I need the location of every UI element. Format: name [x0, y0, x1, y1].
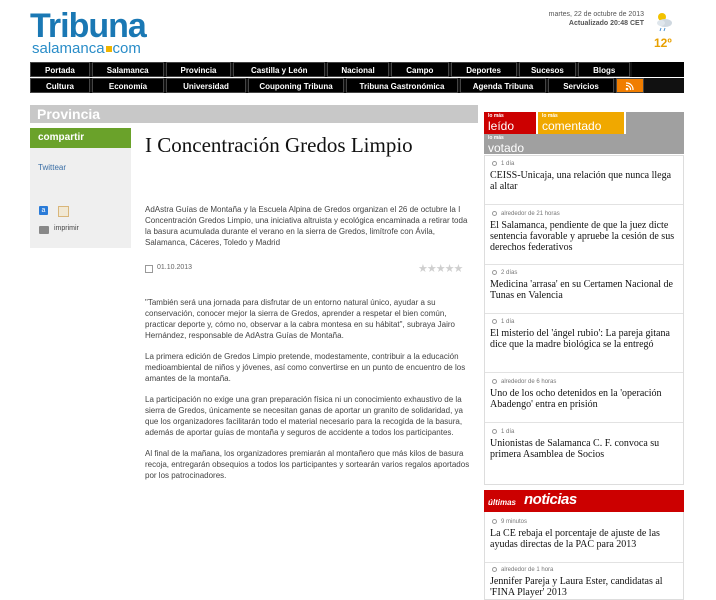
tab-most-commented[interactable]: [538, 112, 624, 134]
share-heading: [30, 128, 131, 148]
date-block: [549, 10, 644, 28]
item-headline[interactable]: El Salamanca, pendiente de que la juez dicte sentencia favorable y apruebe la cesión de sus derechos federativos: [490, 220, 675, 253]
article-title: I Concentración Gredos Limpio: [145, 133, 413, 157]
site-logo[interactable]: [30, 8, 170, 60]
item-time: alrededor de 1 hora: [490, 566, 680, 574]
nav-agenda[interactable]: Agenda Tribuna: [460, 78, 546, 93]
tab-most-commented-label: comentado: [542, 119, 602, 133]
divider: [485, 562, 683, 563]
logo-sub-right: com: [112, 40, 141, 57]
twitter-share-link[interactable]: Twittear: [38, 163, 67, 172]
section-title: Provincia: [37, 106, 101, 122]
article-paragraph: "También será una jornada para disfrutar de un entorno natural único, ayudar a su conservación, conocer mejor la sierra de Gredos, aprender a respetar el bien común, practicar deporte y, cómo no, observar a la cabra montesa en su hábitat", subraya Jairo Hernández, responsable de AdAstra Guías de Montaña.: [145, 298, 455, 340]
list-item[interactable]: [490, 518, 680, 550]
article-paragraph: La primera edición de Gredos Limpio pretende, modestamente, contribuir a la educación medioambiental de niños y jóvenes, así como convertirse en un punto de encuentro de los amantes de la montaña.: [145, 352, 466, 383]
article-paragraph: Al final de la mañana, los organizadores premiarán al montañero que más kilos de basura recoja, entregarán obsequios a todos los participantes y sortearán varios regalos aportados por los patrocinadores.: [145, 449, 470, 480]
tab-most-read-small: lo más: [488, 113, 504, 119]
list-item[interactable]: [490, 428, 680, 460]
article-paragraph: La participación no exige una gran preparación física ni un conocimiento exhaustivo de la sierra de Gredos, únicamente se necesitan ganas de aportar un granito de solidaridad, ya que los organizadores facilitarán todo el material necesario para la recogida de la basura, además de aportar guías de montaña y seguros de accidente a todos los participantes.: [145, 395, 463, 437]
rss-glyph: [623, 81, 637, 92]
item-time: 9 minutos: [490, 518, 680, 526]
temperature: 12º: [654, 36, 672, 50]
updated-time: Actualizado 20:48 CET: [568, 20, 644, 27]
partly-cloudy-icon: [653, 10, 675, 32]
nav-provincia[interactable]: Provincia: [166, 62, 232, 77]
item-headline[interactable]: CEISS-Unicaja, una relación que nunca llega al altar: [490, 170, 672, 192]
item-headline[interactable]: Medicina 'arrasa' en su Certamen Nacional de Tunas en Valencia: [490, 279, 673, 301]
item-time: 2 días: [490, 269, 680, 277]
nav-campo[interactable]: Campo: [391, 62, 449, 77]
item-headline[interactable]: La CE rebaja el porcentaje de ajuste de las ayudas directas de la PAC para 2013: [490, 528, 660, 550]
nav-nacional[interactable]: Nacional: [327, 62, 389, 77]
nav-portada[interactable]: Portada: [30, 62, 90, 77]
tab-filler: [626, 112, 684, 134]
rating-stars[interactable]: ★★★★★: [418, 263, 463, 275]
main-nav-row-2: [30, 78, 684, 93]
nav-castilla-leon[interactable]: Castilla y León: [233, 62, 325, 77]
list-item[interactable]: [490, 566, 680, 598]
latest-news-list: [484, 512, 684, 600]
nav-cultura[interactable]: Cultura: [30, 78, 90, 93]
item-headline[interactable]: Jennifer Pareja y Laura Ester, candidatas al 'FINA Player' 2013: [490, 576, 663, 598]
logo-sub-text: [32, 40, 141, 58]
nav-sucesos[interactable]: Sucesos: [519, 62, 577, 77]
nav-couponing[interactable]: Couponing Tribuna: [248, 78, 344, 93]
rss-icon[interactable]: [616, 78, 644, 93]
nav-economia[interactable]: Economía: [92, 78, 164, 93]
share-panel: [30, 128, 131, 248]
list-item[interactable]: [490, 318, 680, 350]
nav-deportes[interactable]: Deportes: [451, 62, 517, 77]
section-bar: [30, 105, 478, 123]
item-time: alrededor de 6 horas: [490, 378, 680, 386]
divider: [485, 372, 683, 373]
latest-news-small: últimas: [488, 498, 517, 507]
latest-news-title: noticias: [524, 491, 577, 508]
tab-most-voted[interactable]: [484, 134, 684, 154]
list-item[interactable]: [490, 160, 680, 192]
item-time: alrededor de 21 horas: [490, 210, 680, 218]
divider: [485, 264, 683, 265]
email-share-icon[interactable]: [58, 206, 69, 217]
list-item[interactable]: [490, 269, 680, 301]
item-headline[interactable]: El misterio del 'ángel rubio': La pareja gitana dice que la madre biológica se la entregó: [490, 328, 670, 350]
item-time: 1 día: [490, 160, 680, 168]
logo-dot: [106, 46, 112, 52]
list-item[interactable]: [490, 378, 680, 410]
most-read-list: [484, 155, 684, 485]
nav-blogs[interactable]: Blogs: [578, 62, 630, 77]
share-heading-label: compartir: [38, 132, 85, 143]
logo-main-text: Tribuna: [30, 7, 146, 45]
article-lead: AdAstra Guías de Montaña y la Escuela Alpina de Gredos organizan el 26 de octubre la I Concentración Gredos Limpio, una iniciativa altruista y ecológica encaminada a retirar toda la basura acumulada durante el verano en la sierra de Gredos, limítrofe con Ávila, Salamanca, Cáceres, Toledo y Madrid: [145, 205, 468, 247]
nav-universidad[interactable]: Universidad: [166, 78, 246, 93]
latest-news-header: [484, 490, 684, 512]
tab-most-voted-small: lo más: [488, 135, 504, 141]
tab-most-voted-label: votado: [488, 141, 525, 155]
item-time: 1 día: [490, 318, 680, 326]
printer-icon[interactable]: [39, 226, 49, 234]
item-headline[interactable]: Unionistas de Salamanca C. F. convoca su primera Asamblea de Socios: [490, 438, 660, 460]
most-tabs: [484, 112, 684, 154]
nav-servicios[interactable]: Servicios: [548, 78, 614, 93]
nav-spacer: [632, 62, 684, 77]
nav-gastronomica[interactable]: Tribuna Gastronómica: [346, 78, 458, 93]
divider: [485, 313, 683, 314]
nav-salamanca[interactable]: Salamanca: [92, 62, 164, 77]
item-headline[interactable]: Uno de los ocho detenidos en la 'operación Abadengo' entra en prisión: [490, 388, 662, 410]
item-time: 1 día: [490, 428, 680, 436]
list-item[interactable]: [490, 210, 680, 253]
tab-most-read[interactable]: [484, 112, 536, 134]
tab-most-commented-small: lo más: [542, 113, 558, 119]
current-date: martes, 22 de octubre de 2013: [548, 11, 644, 18]
print-link[interactable]: imprimir: [54, 225, 79, 232]
tab-most-read-label: leído: [488, 119, 515, 133]
logo-sub-left: salamanca: [32, 40, 105, 57]
main-nav-row-1: [30, 62, 684, 77]
article-meta: [145, 264, 475, 276]
article-date: 01.10.2013: [157, 264, 193, 271]
article-body: [145, 297, 472, 491]
social-a-icon[interactable]: a: [39, 206, 48, 215]
divider: [485, 204, 683, 205]
divider: [485, 422, 683, 423]
calendar-icon: [145, 265, 153, 273]
